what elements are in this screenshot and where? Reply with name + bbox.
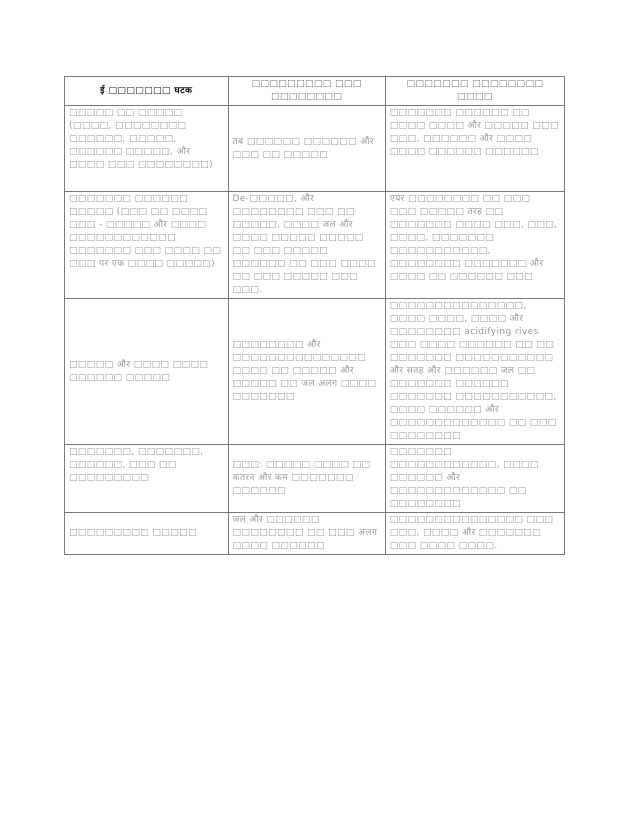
table-cell: □□□□□ □□ □□□□□ (□□□□, □□□□□□□□ □□□□□□, □□□□□, □□□□□□ □□□□□, और □□□□ □□□ □□□□□□□□) [65,106,229,192]
table-cell: □□□: □□□□□ □□□□ □□ कतरन और कम □□□□□□□ □□□□□□ [228,445,385,513]
table-cell: □□□□□ और □□□□ □□□□ □□□□□□ □□□□□ [65,299,229,445]
header-cell-component: ई □□□□□□□ घटक [65,77,229,106]
table-cell: □□□□□□□□ और □□□□□□□□□□□□□□□ □□□□ □□ □□□□□ और □□□□□ □□ जल अलग □□□□ □□□□□□□ [228,299,385,445]
table-cell: □□□□□□□□□ □□□□□ [65,513,229,555]
table-cell: तब □□□□□□ □□□□□□ और □□□ □□ □□□□□ [228,106,385,192]
table-cell: □□□□□□□ □□□□□□□□□□□□, □□□□ □□□□□□ और □□□□□□□□□□□□□ □□ □□□□□□□□ [385,445,564,513]
table-cell: जल और □□□□□□ □□□□□□□□ □□ □□□ अलग □□□□ □□□□□□ [228,513,385,555]
header-cell-effect: □□□□□□□ □□□□□□□□ □□□□ [385,77,564,106]
table-row [65,513,565,555]
table-row [65,106,565,192]
table-row [65,192,565,299]
table-cell: □□□□□□□□□□□□□□□, □□□□ □□□□, □□□□ और □□□□□□□□ acidifying rives □□□ □□□□ □□□□□□ □□ □□ □□□□□□□ □□□□□□□□□□□ और सतह और □□□□□□ जल □□ □□□□□□□ □□□□□□ □□□□□□□ □□□□□□□□□□□, □□□□ □□□□□□ और □□□□□□□□□□□□□ □□ □□□ □□□□□□□□ [385,299,564,445]
table-cell: एयर □□□□□□□□ □□ □□□ □□□ □□□□□ तरह □□ □□□□□□□ □□□□ □□□, □□□, □□□□, □□□□□□□ □□□□□□□□□□□, □□□□□□□□ □□□□□□□ और □□□□ □□ □□□□□□ □□□ [385,192,564,299]
data-table [64,76,565,555]
table-cell: □□□□□□□, □□□□□□□, □□□□□□, □□□ □□ □□□□□□□□□ [65,445,229,513]
header-cell-method: □□□□□□□□□ □□□ □□□□□□□□ [228,77,385,106]
table-cell: □□□□□□□ □□□□□□ □□□□□ (□□□ □□ □□□□ □□□ - □□□□□ और □□□□ □□□□□□□□□□□□ □□□□□□□ □□□ □□□□ □□ □□□ पर एक □□□□ □□□□□) [65,192,229,299]
table-cell: □□□□□□□□□□□□□□□ □□□ □□□, □□□□ और □□□□□□□ □□□ □□□□ □□□□. [385,513,564,555]
table-row [65,299,565,445]
table-cell: De-□□□□□, और □□□□□□□□ □□□ □□ □□□□□, □□□□ जल और □□□□ □□□□□ □□□□□ □□ □□□ □□□□□ □□□□□□ □□ □□□ □□□□ □□ □□□ □□□□□ □□□ □□□. [228,192,385,299]
table-header-row [65,77,565,106]
table-cell: □□□□□□□ □□□□□□ □□ □□□□ □□□□ और □□□□□ □□□ □□□, □□□□□□ और □□□□ □□□□ □□□□□□ □□□□□□ [385,106,564,192]
table-row [65,445,565,513]
